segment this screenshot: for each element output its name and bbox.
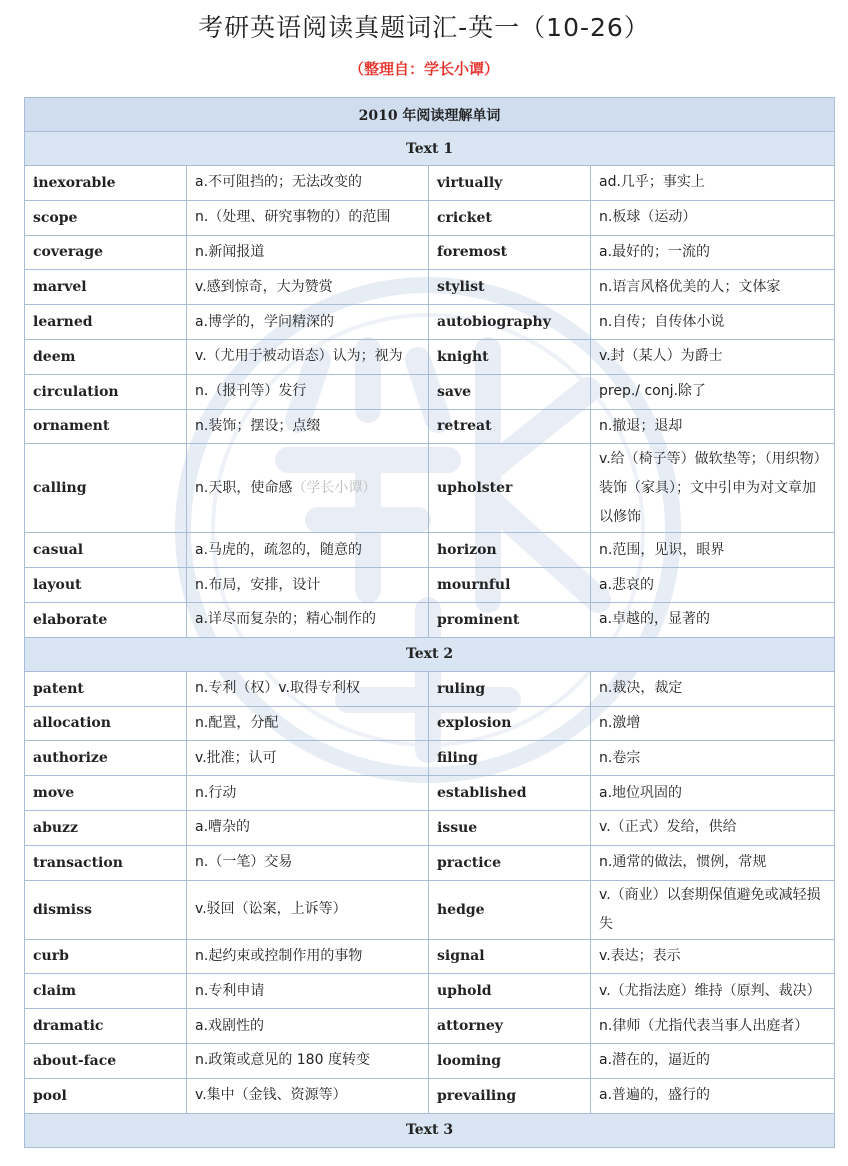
definition-cell: v.（商业）以套期保值避免或减轻损失: [591, 880, 835, 939]
table-row: [25, 810, 835, 845]
table-row: [25, 706, 835, 741]
table-row: [25, 409, 835, 444]
word-cell: signal: [429, 939, 591, 974]
definition-cell: n.裁决，裁定: [591, 671, 835, 706]
word-cell: layout: [25, 568, 187, 603]
word-cell: autobiography: [429, 305, 591, 340]
word-cell: coverage: [25, 235, 187, 270]
definition-cell: v.集中（金钱、资源等）: [187, 1078, 429, 1113]
table-row: [25, 776, 835, 811]
table-row: [25, 1043, 835, 1078]
definition-cell: n.通常的做法，惯例，常规: [591, 845, 835, 880]
definition-cell: n.律师（尤指代表当事人出庭者）: [591, 1009, 835, 1044]
word-cell: transaction: [25, 845, 187, 880]
definition-cell: n.自传；自传体小说: [591, 305, 835, 340]
word-cell: virtually: [429, 166, 591, 201]
word-cell: ornament: [25, 409, 187, 444]
definition-cell: v.表达；表示: [591, 939, 835, 974]
word-cell: save: [429, 374, 591, 409]
definition-cell: n.布局，安排，设计: [187, 568, 429, 603]
table-row: [25, 671, 835, 706]
definition-cell: a.戏剧性的: [187, 1009, 429, 1044]
word-cell: scope: [25, 200, 187, 235]
definition-cell: v.封（某人）为爵士: [591, 339, 835, 374]
word-cell: marvel: [25, 270, 187, 305]
table-row: [25, 166, 835, 201]
definition-cell: a.潜在的，逼近的: [591, 1043, 835, 1078]
definition-cell: a.嘈杂的: [187, 810, 429, 845]
definition-cell: [187, 444, 429, 533]
word-cell: attorney: [429, 1009, 591, 1044]
table-row: [25, 939, 835, 974]
word-cell: learned: [25, 305, 187, 340]
word-cell: practice: [429, 845, 591, 880]
definition-cell: a.博学的，学问精深的: [187, 305, 429, 340]
word-cell: authorize: [25, 741, 187, 776]
word-cell: circulation: [25, 374, 187, 409]
definition-cell: n.（一笔）交易: [187, 845, 429, 880]
definition-cell: v.批准；认可: [187, 741, 429, 776]
word-cell: abuzz: [25, 810, 187, 845]
word-cell: explosion: [429, 706, 591, 741]
table-row: [25, 880, 835, 939]
definition-cell: n.新闻报道: [187, 235, 429, 270]
definition-cell: n.卷宗: [591, 741, 835, 776]
source-note: （学长小谭）: [292, 479, 377, 496]
word-cell: retreat: [429, 409, 591, 444]
table-row: [25, 845, 835, 880]
word-cell: established: [429, 776, 591, 811]
word-cell: mournful: [429, 568, 591, 603]
definition-cell: v.（尤指法庭）维持（原判、裁决）: [591, 974, 835, 1009]
word-cell: horizon: [429, 533, 591, 568]
table-row: [25, 444, 835, 533]
word-cell: prevailing: [429, 1078, 591, 1113]
word-cell: pool: [25, 1078, 187, 1113]
table-row: [25, 200, 835, 235]
word-cell: curb: [25, 939, 187, 974]
definition-cell: a.最好的；一流的: [591, 235, 835, 270]
word-cell: patent: [25, 671, 187, 706]
document-title: 考研英语阅读真题词汇-英一（10-26）: [198, 13, 650, 42]
table-row: [25, 339, 835, 374]
table-row: [25, 568, 835, 603]
table-row: [25, 974, 835, 1009]
definition-cell: n.配置，分配: [187, 706, 429, 741]
word-cell: hedge: [429, 880, 591, 939]
section-label: Text 2: [25, 637, 835, 671]
word-cell: dismiss: [25, 880, 187, 939]
definition-cell: n.专利申请: [187, 974, 429, 1009]
definition-cell: n.装饰；摆设；点缀: [187, 409, 429, 444]
table-row: [25, 305, 835, 340]
definition-cell: a.详尽而复杂的；精心制作的: [187, 602, 429, 637]
word-cell: stylist: [429, 270, 591, 305]
definition-cell: n.激增: [591, 706, 835, 741]
definition-cell: a.悲哀的: [591, 568, 835, 603]
definition-cell: ad.几乎；事实上: [591, 166, 835, 201]
word-cell: deem: [25, 339, 187, 374]
definition-cell: n.（报刊等）发行: [187, 374, 429, 409]
table-row: [25, 270, 835, 305]
word-cell: inexorable: [25, 166, 187, 201]
word-cell: prominent: [429, 602, 591, 637]
word-cell: upholster: [429, 444, 591, 533]
definition-cell: a.马虎的，疏忽的，随意的: [187, 533, 429, 568]
word-cell: dramatic: [25, 1009, 187, 1044]
definition-cell: a.不可阻挡的；无法改变的: [187, 166, 429, 201]
definition-text: n.天职，使命感: [195, 479, 293, 496]
word-cell: allocation: [25, 706, 187, 741]
definition-cell: n.行动: [187, 776, 429, 811]
section-header-row: [25, 1113, 835, 1147]
definition-cell: n.政策或意见的 180 度转变: [187, 1043, 429, 1078]
word-cell: move: [25, 776, 187, 811]
word-cell: casual: [25, 533, 187, 568]
definition-cell: a.地位巩固的: [591, 776, 835, 811]
section-header-row: [25, 637, 835, 671]
word-cell: issue: [429, 810, 591, 845]
definition-cell: n.（处理、研究事物的）的范围: [187, 200, 429, 235]
section-label: Text 3: [25, 1113, 835, 1147]
definition-cell: n.板球（运动）: [591, 200, 835, 235]
word-cell: looming: [429, 1043, 591, 1078]
table-row: [25, 374, 835, 409]
definition-cell: n.语言风格优美的人；文体家: [591, 270, 835, 305]
table-row: [25, 741, 835, 776]
word-cell: about-face: [25, 1043, 187, 1078]
definition-cell: n.起约束或控制作用的事物: [187, 939, 429, 974]
definition-cell: a.卓越的，显著的: [591, 602, 835, 637]
document-subtitle: （整理自：学长小谭）: [348, 60, 499, 78]
definition-cell: v.驳回（讼案，上诉等）: [187, 880, 429, 939]
definition-cell: v.（正式）发给，供给: [591, 810, 835, 845]
word-cell: calling: [25, 444, 187, 533]
definition-cell: a.普遍的，盛行的: [591, 1078, 835, 1113]
definition-cell: v.给（椅子等）做软垫等；（用织物）装饰（家具）；文中引申为对文章加以修饰: [591, 444, 835, 533]
section-header-row: [25, 132, 835, 166]
word-cell: cricket: [429, 200, 591, 235]
definition-cell: n.专利（权）v.取得专利权: [187, 671, 429, 706]
table-header-title: 2010 年阅读理解单词: [25, 98, 835, 132]
word-cell: knight: [429, 339, 591, 374]
definition-cell: v.感到惊奇，大为赞赏: [187, 270, 429, 305]
table-row: [25, 235, 835, 270]
vocabulary-table: [24, 97, 835, 1148]
word-cell: ruling: [429, 671, 591, 706]
definition-cell: n.范围，见识，眼界: [591, 533, 835, 568]
word-cell: claim: [25, 974, 187, 1009]
definition-cell: n.撤退；退却: [591, 409, 835, 444]
table-header-row: [25, 98, 835, 132]
table-row: [25, 1078, 835, 1113]
word-cell: filing: [429, 741, 591, 776]
section-label: Text 1: [25, 132, 835, 166]
table-row: [25, 533, 835, 568]
table-row: [25, 1009, 835, 1044]
word-cell: uphold: [429, 974, 591, 1009]
word-cell: foremost: [429, 235, 591, 270]
word-cell: elaborate: [25, 602, 187, 637]
definition-cell: v.（尤用于被动语态）认为；视为: [187, 339, 429, 374]
definition-cell: prep./ conj.除了: [591, 374, 835, 409]
table-row: [25, 602, 835, 637]
